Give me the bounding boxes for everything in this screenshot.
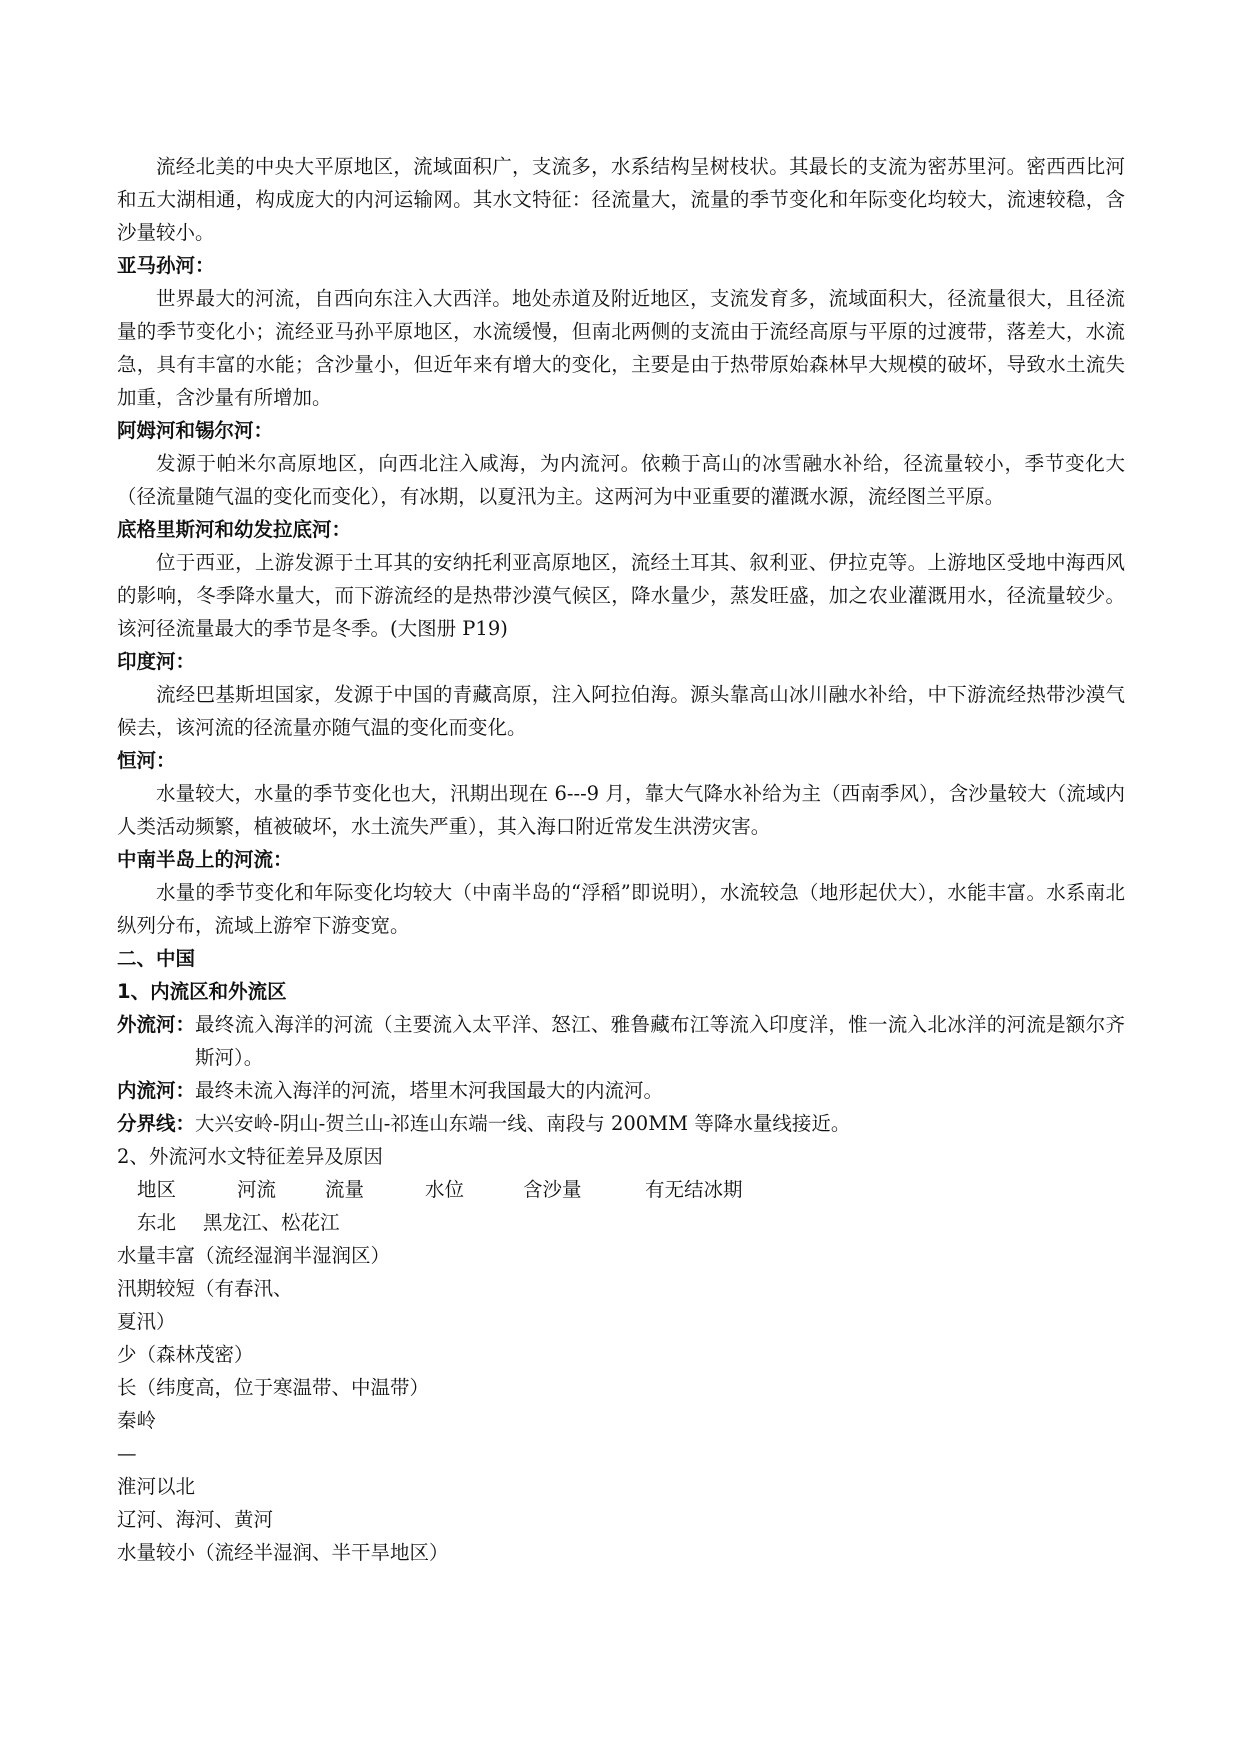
text-line: 淮河以北 <box>117 1475 196 1498</box>
definition-term: 外流河： <box>117 1013 196 1036</box>
rivers-cell: 黑龙江、松花江 <box>203 1211 340 1234</box>
definition-body: 大兴安岭-阴山-贺兰山-祁连山东端一线、南段与 200MM 等降水量线接近。 <box>195 1112 851 1135</box>
text-line: 汛期较短（有春汛、 <box>117 1277 293 1300</box>
paragraph-indus: 流经巴基斯坦国家，发源于中国的青藏高原，注入阿拉伯海。源头靠高山冰川融水补给，中下游流经热带沙漠气候去，该河流的径流量亦随气温的变化而变化。 <box>117 683 1125 739</box>
table-header-cell: 河流 <box>237 1178 277 1201</box>
paragraph-indochina: 水量的季节变化和年际变化均较大（中南半岛的“浮稻”即说明），水流较急（地形起伏大），水能丰富。水系南北纵列分布，流域上游窄下游变宽。 <box>117 881 1125 937</box>
text-line: 辽河、海河、黄河 <box>117 1508 274 1531</box>
definition-term: 分界线： <box>117 1112 196 1135</box>
text-line: 夏汛） <box>117 1310 176 1333</box>
heading-tigris-euphrates: 底格里斯河和幼发拉底河： <box>117 518 352 541</box>
paragraph-tigris-euphrates: 位于西亚，上游发源于土耳其的安纳托利亚高原地区，流经土耳其、叙利亚、伊拉克等。上游地区受地中海西风的影响，冬季降水量大，而下游流经的是热带沙漠气候区，降水量少，蒸发旺盛，加之农业灌溉用水，径流量较少。该河径流量最大的季节是冬季。(大图册 P19) <box>117 551 1125 640</box>
paragraph-amu-syr: 发源于帕米尔高原地区，向西北注入咸海，为内流河。依赖于高山的冰雪融水补给，径流量较小，季节变化大（径流量随气温的变化而变化），有冰期，以夏汛为主。这两河为中亚重要的灌溉水源，流经图兰平原。 <box>117 452 1125 508</box>
document-page <box>117 150 1125 1569</box>
region-cell: 东北 <box>137 1211 177 1234</box>
text-line: 长（纬度高，位于寒温带、中温带） <box>117 1376 430 1399</box>
table-header-row <box>117 1173 1125 1206</box>
table-header-cell: 流量 <box>325 1178 365 1201</box>
heading-indus: 印度河： <box>117 650 196 673</box>
text-line: 秦岭 <box>117 1409 157 1432</box>
heading-inflow-outflow: 1、内流区和外流区 <box>117 980 287 1003</box>
definition-term: 内流河： <box>117 1079 196 1102</box>
heading-ganges: 恒河： <box>117 749 176 772</box>
definition-exorheic <box>117 1008 1125 1074</box>
paragraph-mississippi: 流经北美的中央大平原地区，流域面积广，支流多，水系结构呈树枝状。其最长的支流为密苏里河。密西西比河和五大湖相通，构成庞大的内河运输网。其水文特征：径流量大，流量的季节变化和年际变化均较大，流速较稳，含沙量较小。 <box>117 155 1125 244</box>
heading-differences: 2、外流河水文特征差异及原因 <box>117 1145 383 1168</box>
heading-amazon: 亚马孙河： <box>117 254 215 277</box>
text-line: 少（森林茂密） <box>117 1343 254 1366</box>
table-header-cell: 水位 <box>425 1178 465 1201</box>
table-header-cell: 地区 <box>137 1178 177 1201</box>
heading-china: 二、中国 <box>117 947 196 970</box>
definition-body: 最终流入海洋的河流（主要流入太平洋、怒江、雅鲁藏布江等流入印度洋，惟一流入北冰洋的河流是额尔齐斯河）。 <box>195 1013 1125 1069</box>
table-row-northeast <box>117 1206 1125 1239</box>
table-header-cell: 含沙量 <box>523 1178 582 1201</box>
text-line: — <box>117 1442 137 1465</box>
definition-boundary <box>117 1107 1125 1140</box>
paragraph-ganges: 水量较大，水量的季节变化也大，汛期出现在 6---9 月，靠大气降水补给为主（西南季风），含沙量较大（流域内人类活动频繁，植被破坏，水土流失严重），其入海口附近常发生洪涝灾害。 <box>117 782 1125 838</box>
table-header-cell: 有无结冰期 <box>645 1178 743 1201</box>
paragraph-amazon: 世界最大的河流，自西向东注入大西洋。地处赤道及附近地区，支流发育多，流域面积大，径流量很大，且径流量的季节变化小；流经亚马孙平原地区，水流缓慢，但南北两侧的支流由于流经高原与平原的过渡带，落差大，水流急，具有丰富的水能；含沙量小，但近年来有增大的变化，主要是由于热带原始森林早大规模的破坏，导致水土流失加重，含沙量有所增加。 <box>117 287 1125 409</box>
definition-body: 最终未流入海洋的河流，塔里木河我国最大的内流河。 <box>195 1079 664 1102</box>
text-line: 水量丰富（流经湿润半湿润区） <box>117 1244 391 1267</box>
heading-amu-syr: 阿姆河和锡尔河： <box>117 419 274 442</box>
heading-indochina: 中南半岛上的河流： <box>117 848 293 871</box>
text-line: 水量较小（流经半湿润、半干旱地区） <box>117 1541 449 1564</box>
definition-endorheic <box>117 1074 1125 1107</box>
